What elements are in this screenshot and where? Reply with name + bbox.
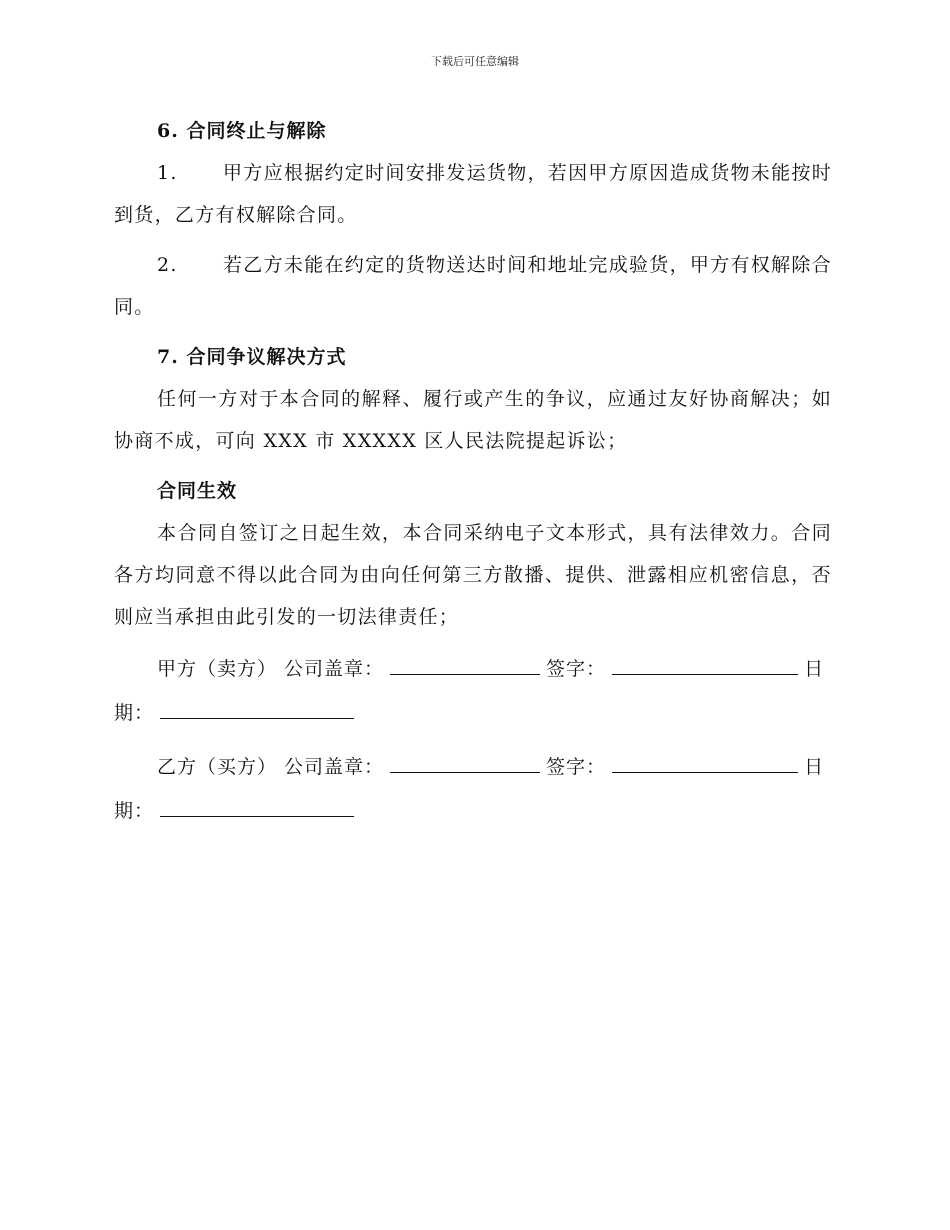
page-header-note: 下载后可任意编辑 bbox=[431, 55, 519, 68]
effect-text: 本合同自签订之日起生效，本合同采纳电子文本形式，具有法律效力。合同各方均同意不得以此合同为由向任何第三方散播、提供、泄露相应机密信息，否则应当承担由此引发的一切法律责任； bbox=[114, 522, 832, 628]
item-text: 甲方应根据约定时间安排发运货物，若因甲方原因造成货物未能按时到货，乙方有权解除合同。 bbox=[114, 162, 833, 226]
party-b-sign-label: 签字： bbox=[546, 756, 607, 778]
party-b-seal-line[interactable] bbox=[390, 744, 540, 773]
party-b-label: 乙方（买方） 公司盖章： bbox=[157, 756, 385, 778]
party-a-date-label-2: 期： bbox=[114, 702, 155, 724]
party-b-date-label-2: 期： bbox=[114, 800, 155, 822]
item-number: 2. bbox=[157, 254, 178, 276]
party-a-signature-block bbox=[114, 646, 832, 734]
effect-title: 合同生效 bbox=[157, 480, 238, 502]
section-6-item-2 bbox=[114, 244, 832, 328]
party-b-date-line[interactable] bbox=[160, 788, 354, 817]
party-b-sign-line[interactable] bbox=[612, 744, 798, 773]
party-a-label: 甲方（卖方） 公司盖章： bbox=[157, 658, 385, 680]
document-body bbox=[114, 110, 832, 842]
party-b-date-label-1: 日 bbox=[804, 756, 825, 778]
item-text: 若乙方未能在约定的货物送达时间和地址完成验货，甲方有权解除合同。 bbox=[114, 254, 833, 318]
section-7-text: 任何一方对于本合同的解释、履行或产生的争议，应通过友好协商解决；如协商不成，可向 XXX 市 XXXXX 区人民法院提起诉讼； bbox=[114, 388, 832, 452]
party-a-date-line[interactable] bbox=[160, 690, 354, 719]
section-6-item-1 bbox=[114, 152, 832, 236]
party-a-sign-line[interactable] bbox=[612, 646, 798, 675]
party-a-date-label-1: 日 bbox=[804, 658, 825, 680]
party-b-signature-block bbox=[114, 744, 832, 832]
party-a-sign-label: 签字： bbox=[546, 658, 607, 680]
party-a-seal-line[interactable] bbox=[390, 646, 540, 675]
item-number: 1. bbox=[157, 162, 178, 184]
section-7-title: 7. 合同争议解决方式 bbox=[157, 346, 347, 368]
section-6-title: 6. 合同终止与解除 bbox=[157, 120, 327, 142]
